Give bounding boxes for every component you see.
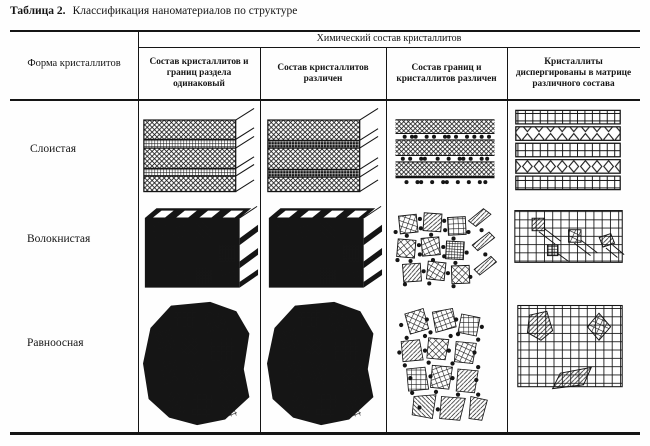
equiaxed-different-illustration [267,297,379,430]
table-caption-label: Таблица 2. [10,5,66,17]
cell-equiaxed-different [267,297,379,430]
row-label-fibrous: Волокнистая [27,233,91,245]
column-header-4: Кристаллиты диспергированы в матрице различного состава [515,57,632,89]
cell-layered-matrix [510,104,626,196]
cell-fibrous-different [265,201,383,293]
group-header: Химический состав кристаллитов [316,32,462,44]
column-header-2: Состав кристаллитов различен [277,62,369,84]
column-divider-4 [507,47,508,432]
equiaxed-segregation-illustration [392,297,502,430]
header-bottom-rule [10,99,640,101]
table-caption [10,5,297,17]
fibrous-matrix-illustration [511,201,628,293]
equiaxed-matrix-illustration [512,297,628,430]
column-header-3: Состав границ и кристаллитов различен [396,62,497,84]
cell-equiaxed-segregation [392,297,502,430]
fibrous-uniform-illustration [141,201,259,293]
cell-equiaxed-matrix [512,297,628,430]
layered-different-illustration [264,104,380,196]
cell-layered-segregation [390,104,500,196]
column-header-1: Состав кристаллитов и границ раздела одинаковый [149,57,249,89]
layered-segregation-illustration [390,104,500,196]
layered-uniform-illustration [140,104,256,196]
layered-matrix-illustration [510,104,626,196]
cell-layered-uniform [140,104,256,196]
column-divider-3 [386,47,387,432]
cell-fibrous-uniform [141,201,259,293]
table-caption-text: Классификация наноматериалов по структуре [72,5,298,17]
cell-fibrous-matrix [511,201,628,293]
fibrous-different-illustration [265,201,383,293]
column-divider-2 [260,47,261,432]
cell-layered-different [264,104,380,196]
equiaxed-uniform-illustration [143,297,255,430]
cell-fibrous-segregation [390,201,504,293]
corner-header: Форма кристаллитов [27,58,121,70]
cell-equiaxed-uniform [143,297,255,430]
row-label-layered: Слоистая [30,143,76,155]
table-bottom-rule [10,432,640,435]
fibrous-segregation-illustration [390,201,504,293]
row-label-equiaxed: Равноосная [27,337,84,349]
